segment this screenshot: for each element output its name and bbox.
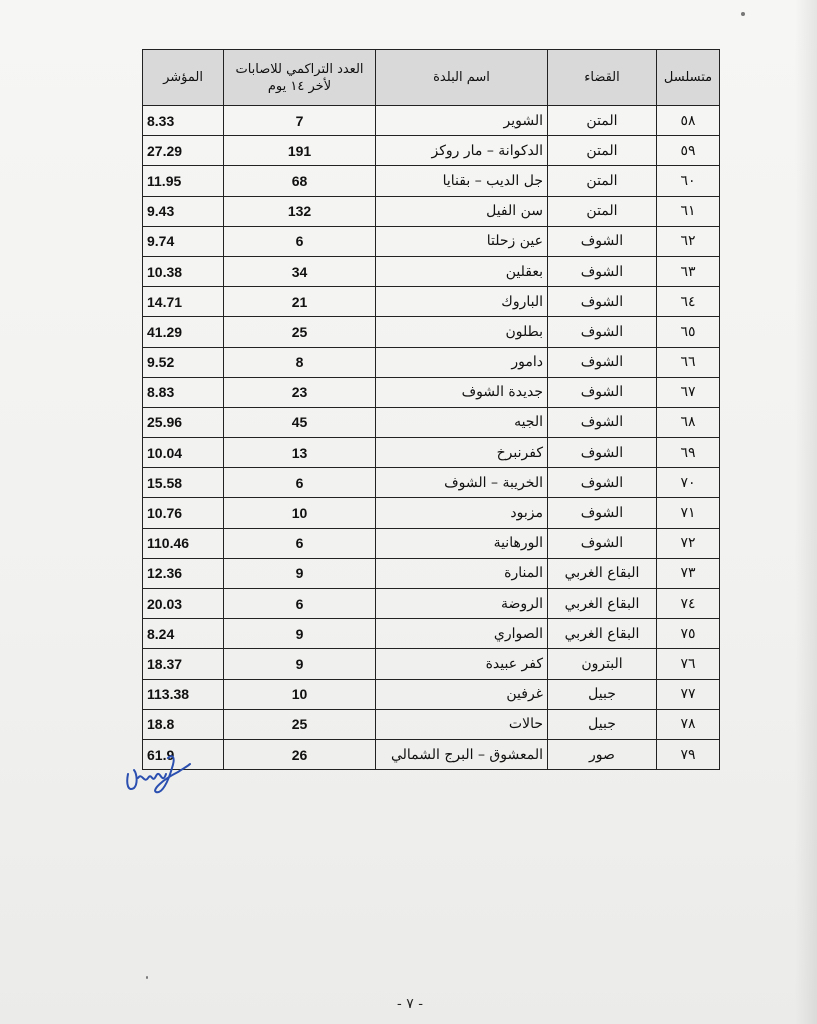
cell-index: 110.46: [143, 528, 224, 558]
cell-town: الخريبة – الشوف: [376, 468, 548, 498]
cell-index: 10.04: [143, 438, 224, 468]
table-row: [143, 589, 720, 619]
cell-district: المتن: [548, 106, 657, 136]
cell-index: 18.8: [143, 709, 224, 739]
cell-index: 11.95: [143, 166, 224, 196]
cell-town: الصواري: [376, 619, 548, 649]
cell-district: صور: [548, 739, 657, 769]
cell-index: 27.29: [143, 136, 224, 166]
table-row: [143, 287, 720, 317]
cell-count: 6: [224, 589, 376, 619]
cell-district: الشوف: [548, 317, 657, 347]
cell-town: غرفين: [376, 679, 548, 709]
cell-count: 23: [224, 377, 376, 407]
cell-district: الشوف: [548, 468, 657, 498]
cell-count: 25: [224, 317, 376, 347]
cell-district: الشوف: [548, 377, 657, 407]
cell-district: الشوف: [548, 498, 657, 528]
cell-serial: ٥٩: [657, 136, 720, 166]
cell-serial: ٦١: [657, 196, 720, 226]
cell-index: 14.71: [143, 287, 224, 317]
table-header-row: [143, 50, 720, 106]
table-row: [143, 347, 720, 377]
header-index: المؤشر: [143, 50, 224, 106]
cell-town: الشوير: [376, 106, 548, 136]
table-row: [143, 468, 720, 498]
cell-serial: ٧٩: [657, 739, 720, 769]
cell-serial: ٦٧: [657, 377, 720, 407]
cell-serial: ٦٩: [657, 438, 720, 468]
cell-index: 61.9: [143, 739, 224, 769]
cell-town: جل الديب – بقنايا: [376, 166, 548, 196]
cell-district: البقاع الغربي: [548, 558, 657, 588]
scan-speck: [741, 12, 745, 16]
table-row: [143, 679, 720, 709]
cell-index: 8.33: [143, 106, 224, 136]
cell-count: 6: [224, 468, 376, 498]
cell-serial: ٧٦: [657, 649, 720, 679]
cell-index: 10.38: [143, 256, 224, 286]
cell-index: 20.03: [143, 589, 224, 619]
cell-index: 9.74: [143, 226, 224, 256]
cell-town: جديدة الشوف: [376, 377, 548, 407]
cell-index: 41.29: [143, 317, 224, 347]
table-row: [143, 377, 720, 407]
table-row: [143, 558, 720, 588]
cell-serial: ٦٠: [657, 166, 720, 196]
cell-count: 191: [224, 136, 376, 166]
header-cumulative-count: العدد التراكمي للاصابات لأخر ١٤ يوم: [224, 50, 376, 106]
cell-index: 8.24: [143, 619, 224, 649]
cell-town: بعقلين: [376, 256, 548, 286]
cell-serial: ٧٥: [657, 619, 720, 649]
cell-town: مزبود: [376, 498, 548, 528]
cell-town: الجيه: [376, 407, 548, 437]
table-row: [143, 528, 720, 558]
table-row: [143, 649, 720, 679]
cell-count: 9: [224, 558, 376, 588]
cell-serial: ٧٤: [657, 589, 720, 619]
table-row: [143, 106, 720, 136]
cell-town: عين زحلتا: [376, 226, 548, 256]
cell-count: 6: [224, 528, 376, 558]
page-edge-shadow: [795, 0, 817, 1024]
header-town: اسم البلدة: [376, 50, 548, 106]
cell-count: 8: [224, 347, 376, 377]
table-row: [143, 166, 720, 196]
cell-count: 10: [224, 498, 376, 528]
cell-index: 15.58: [143, 468, 224, 498]
cell-serial: ٧٣: [657, 558, 720, 588]
cell-serial: ٦٥: [657, 317, 720, 347]
cell-serial: ٧٨: [657, 709, 720, 739]
cell-town: حالات: [376, 709, 548, 739]
cell-index: 113.38: [143, 679, 224, 709]
cell-town: دامور: [376, 347, 548, 377]
cell-district: جبيل: [548, 679, 657, 709]
table-row: [143, 498, 720, 528]
infection-table: [142, 49, 720, 770]
cell-count: 45: [224, 407, 376, 437]
cell-count: 26: [224, 739, 376, 769]
cell-count: 34: [224, 256, 376, 286]
cell-count: 9: [224, 619, 376, 649]
cell-district: المتن: [548, 196, 657, 226]
cell-serial: ٧٢: [657, 528, 720, 558]
cell-serial: ٧١: [657, 498, 720, 528]
header-district: القضاء: [548, 50, 657, 106]
cell-town: الباروك: [376, 287, 548, 317]
cell-district: الشوف: [548, 438, 657, 468]
header-serial: متسلسل: [657, 50, 720, 106]
cell-count: 25: [224, 709, 376, 739]
handwritten-signature: [122, 744, 192, 796]
cell-district: المتن: [548, 166, 657, 196]
cell-district: الشوف: [548, 287, 657, 317]
cell-index: 25.96: [143, 407, 224, 437]
cell-count: 10: [224, 679, 376, 709]
cell-index: 12.36: [143, 558, 224, 588]
cell-town: كفر عبيدة: [376, 649, 548, 679]
table-row: [143, 709, 720, 739]
page-number: - ٧ -: [397, 996, 423, 1012]
table-row: [143, 226, 720, 256]
cell-serial: ٧٧: [657, 679, 720, 709]
cell-serial: ٦٤: [657, 287, 720, 317]
cell-town: الورهانية: [376, 528, 548, 558]
cell-serial: ٦٣: [657, 256, 720, 286]
cell-serial: ٦٨: [657, 407, 720, 437]
cell-district: جبيل: [548, 709, 657, 739]
cell-town: الروضة: [376, 589, 548, 619]
table-row: [143, 438, 720, 468]
cell-serial: ٧٠: [657, 468, 720, 498]
cell-town: الدكوانة – مار روكز: [376, 136, 548, 166]
cell-index: 8.83: [143, 377, 224, 407]
cell-town: كفرنبرخ: [376, 438, 548, 468]
cell-count: 13: [224, 438, 376, 468]
cell-count: 132: [224, 196, 376, 226]
cell-district: المتن: [548, 136, 657, 166]
table-row: [143, 407, 720, 437]
cell-count: 9: [224, 649, 376, 679]
table-row: [143, 619, 720, 649]
cell-serial: ٦٢: [657, 226, 720, 256]
cell-count: 68: [224, 166, 376, 196]
scan-speck: [146, 976, 148, 979]
cell-serial: ٥٨: [657, 106, 720, 136]
cell-town: سن الفيل: [376, 196, 548, 226]
cell-index: 9.43: [143, 196, 224, 226]
cell-count: 21: [224, 287, 376, 317]
cell-district: البقاع الغربي: [548, 589, 657, 619]
cell-district: الشوف: [548, 528, 657, 558]
cell-district: الشوف: [548, 347, 657, 377]
table-row: [143, 136, 720, 166]
cell-town: بطلون: [376, 317, 548, 347]
cell-district: البترون: [548, 649, 657, 679]
cell-district: الشوف: [548, 256, 657, 286]
table-row: [143, 317, 720, 347]
table-row: [143, 256, 720, 286]
cell-serial: ٦٦: [657, 347, 720, 377]
cell-index: 18.37: [143, 649, 224, 679]
cell-index: 10.76: [143, 498, 224, 528]
cell-town: المعشوق – البرج الشمالي: [376, 739, 548, 769]
cell-district: الشوف: [548, 226, 657, 256]
cell-count: 7: [224, 106, 376, 136]
table-row: [143, 739, 720, 769]
cell-index: 9.52: [143, 347, 224, 377]
cell-district: الشوف: [548, 407, 657, 437]
cell-count: 6: [224, 226, 376, 256]
cell-district: البقاع الغربي: [548, 619, 657, 649]
table-row: [143, 196, 720, 226]
cell-town: المنارة: [376, 558, 548, 588]
